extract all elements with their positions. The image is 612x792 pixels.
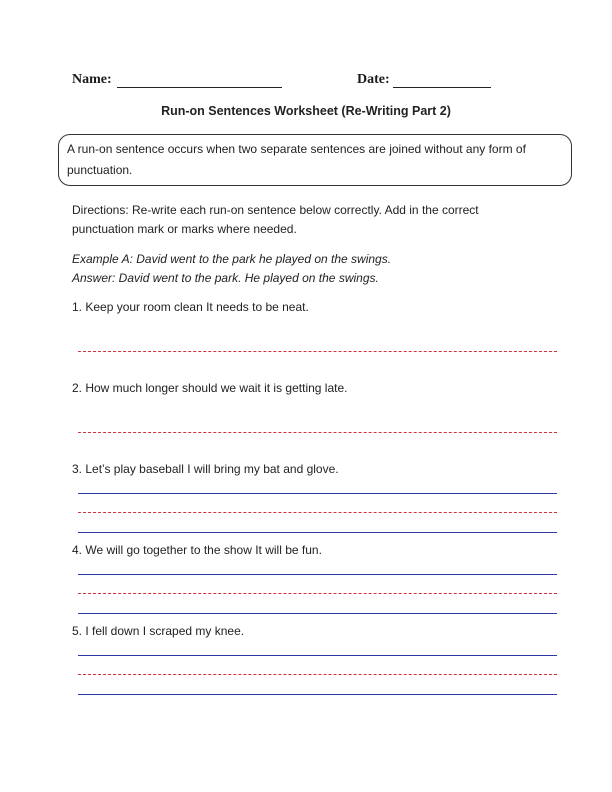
name-field-line[interactable]: [117, 87, 282, 88]
question-1: 1. Keep your room clean It needs to be neat.: [72, 300, 309, 314]
writing-line-dashed[interactable]: [78, 432, 557, 433]
question-5: 5. I fell down I scraped my knee.: [72, 624, 245, 638]
writing-line-top[interactable]: [78, 574, 557, 575]
date-field-line[interactable]: [393, 87, 491, 88]
worksheet-title: Run-on Sentences Worksheet (Re-Writing Part 2): [161, 104, 451, 118]
writing-line-dashed[interactable]: [78, 512, 557, 513]
writing-line-bottom[interactable]: [78, 532, 557, 533]
question-4: 4. We will go together to the show It will be fun.: [72, 543, 322, 557]
definition-box: [58, 134, 572, 186]
date-label: Date:: [357, 72, 390, 87]
writing-line-top[interactable]: [78, 655, 557, 656]
example-block: [72, 250, 542, 288]
question-2: 2. How much longer should we wait it is getting late.: [72, 381, 348, 395]
question-3: 3. Let’s play baseball I will bring my bat and glove.: [72, 462, 339, 476]
writing-line-dashed[interactable]: [78, 351, 557, 352]
writing-line-top[interactable]: [78, 493, 557, 494]
writing-line-bottom[interactable]: [78, 694, 557, 695]
writing-line-dashed[interactable]: [78, 674, 557, 675]
writing-line-dashed[interactable]: [78, 593, 557, 594]
directions-text: Directions: Re-write each run-on sentence below correctly. Add in the correct punctuation mark or marks where needed.: [72, 203, 479, 236]
example-text: Example A: David went to the park he played on the swings.: [72, 252, 392, 266]
name-label: Name:: [72, 72, 112, 87]
writing-line-bottom[interactable]: [78, 613, 557, 614]
answer-text: Answer: David went to the park. He played on the swings.: [72, 271, 379, 285]
definition-text: A run-on sentence occurs when two separate sentences are joined without any form of punctuation.: [67, 142, 526, 177]
